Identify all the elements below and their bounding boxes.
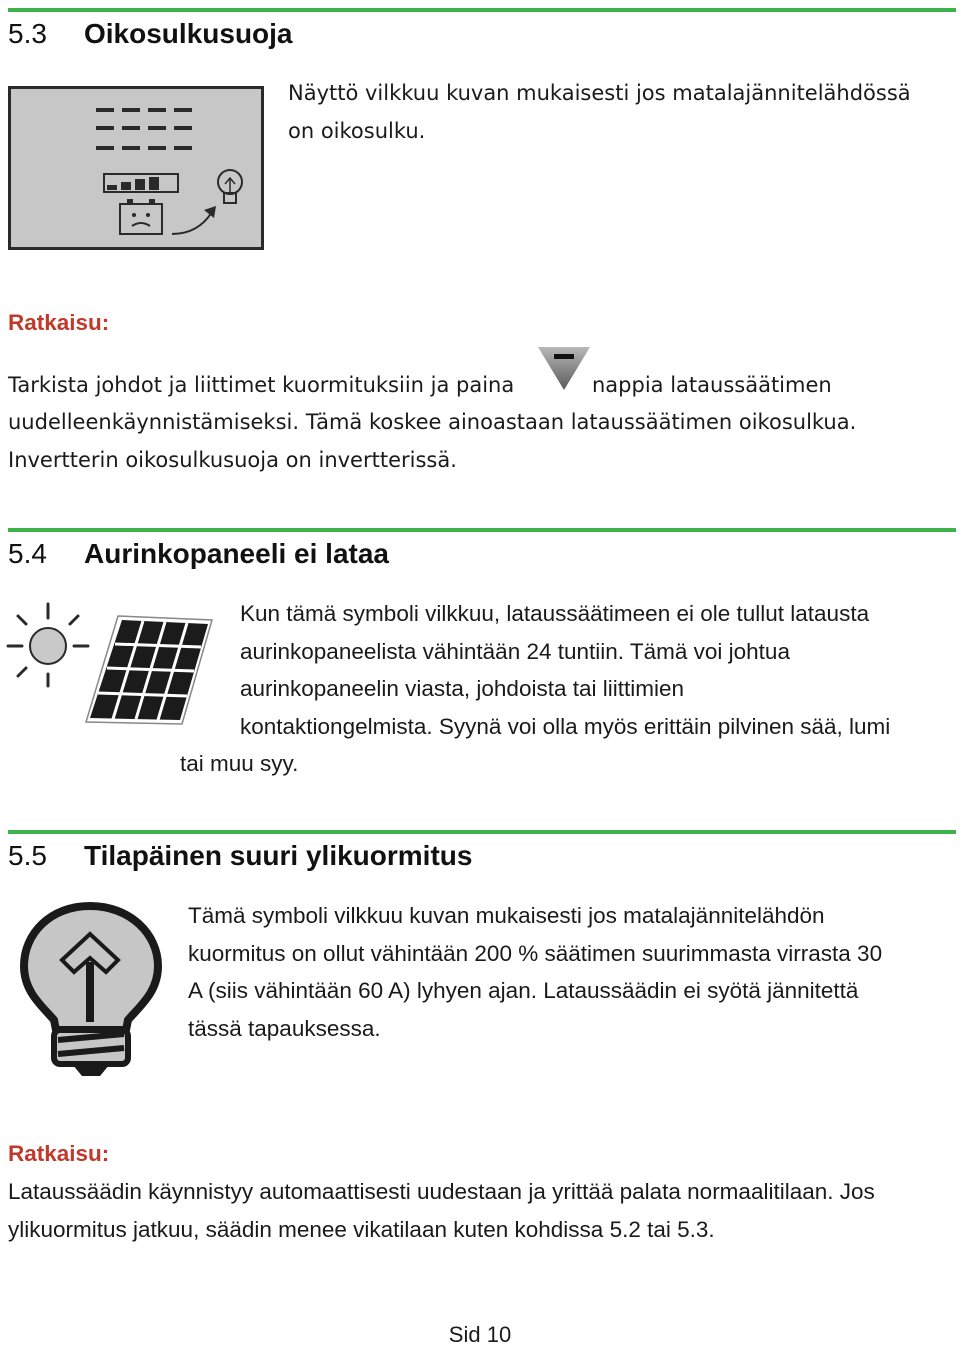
section-title: Aurinkopaneeli ei lataa [84,538,389,569]
text-line: kuormitus on ollut vähintään 200 % säätimen suurimmasta virrasta 30 [188,940,883,966]
text-line: on oikosulku. [288,118,426,143]
text-line: Invertterin oikosulkusuoja on invertterissä. [8,448,457,472]
text-line: uudelleenkäynnistämiseksi. Tämä koskee ainoastaan lataussäätimen oikosulkua. [8,410,857,434]
paragraph [8,1173,875,1248]
text-line: Tämä symboli vilkkuu kuvan mukaisesti jos matalajännitelähdön [188,903,825,928]
text-line: Lataussäädin käynnistyy automaattisesti uudestaan ja yrittää palata normaalitilaan. Jos [8,1179,875,1204]
section-number: 5.4 [8,538,47,569]
down-button-icon [536,344,592,397]
section-number: 5.3 [8,18,47,49]
text-line: Näyttö vilkkuu kuvan mukaisesti jos matalajännitelähdössä [288,81,911,105]
text-line: Tarkista johdot ja liittimet kuormituksiin ja paina [8,373,515,397]
section-title: Oikosulkusuoja [84,18,293,49]
section-rule [8,8,956,12]
text-line: A (siis vähintään 60 A) lyhyen ajan. Lataussäädin ei syötä jännitettä [188,978,859,1003]
lcd-display-icon [8,86,264,255]
paragraph [288,75,911,150]
paragraph [188,897,882,1047]
text-line: tai muu syy. [180,751,299,776]
text-line: nappia lataussäätimen [592,373,832,397]
section-rule [8,830,956,834]
solution-label: Ratkaisu: [8,1141,110,1166]
text-line: tässä tapauksessa. [188,1015,381,1041]
section-number: 5.5 [8,840,47,871]
sun-icon [6,600,92,695]
paragraph [240,595,890,745]
text-line: Kun tämä symboli vilkkuu, lataussäätimeen ei ole tullut latausta [240,601,870,626]
text-line: aurinkopaneelin viasta, johdoista tai liittimien [240,676,685,701]
section-rule [8,528,956,532]
text-line: ylikuormitus jatkuu, säädin menee vikatilaan kuten kohdissa 5.2 tai 5.3. [8,1216,715,1242]
solution-label: Ratkaisu: [8,310,110,335]
text-line: aurinkopaneelista vähintään 24 tuntiin. Tämä voi johtua [240,638,790,664]
light-bulb-icon [20,902,166,1085]
text-line: kontaktiongelmista. Syynä voi olla myös erittäin pilvinen sää, lumi [240,713,891,739]
solar-panel-icon [84,612,216,733]
page-number: Sid 10 [448,1322,512,1347]
section-title: Tilapäinen suuri ylikuormitus [84,840,473,871]
